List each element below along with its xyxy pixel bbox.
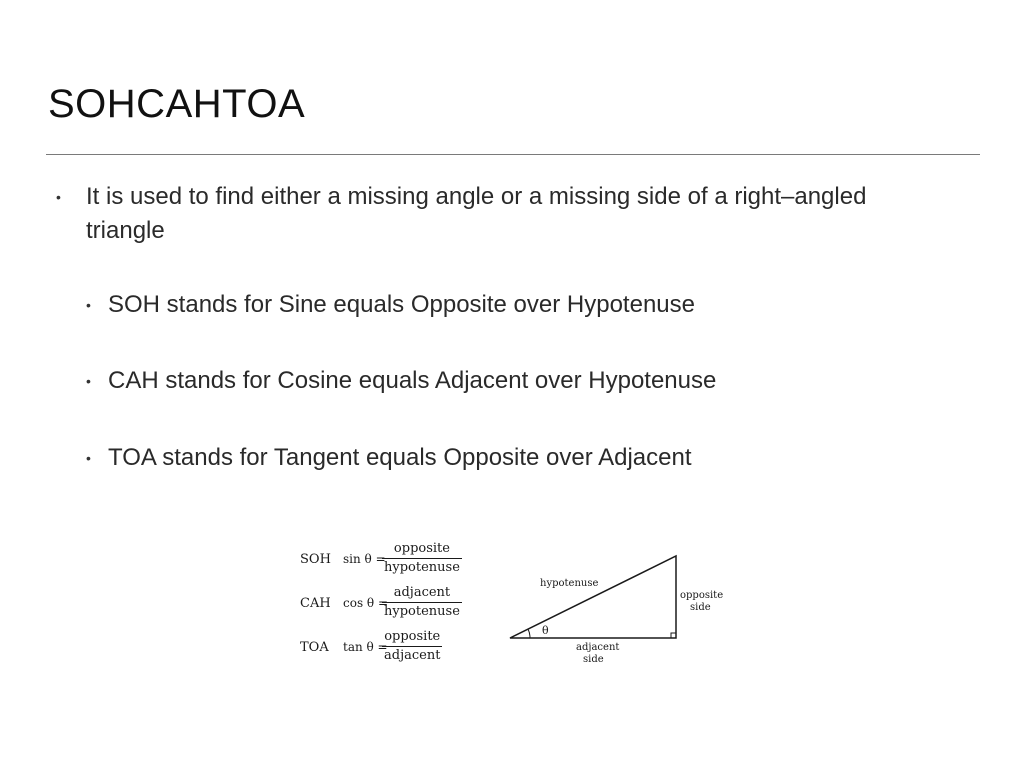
- right-triangle-diagram: [500, 550, 740, 674]
- bullet-dot: •: [86, 297, 91, 313]
- bullet-soh: [86, 288, 928, 322]
- angle-arc: [528, 629, 530, 638]
- formula-function: tan θ =: [343, 640, 388, 654]
- opposite-label-line1: opposite: [680, 590, 724, 601]
- fraction-numerator: opposite: [382, 628, 442, 647]
- opposite-label-line2: side: [690, 602, 711, 613]
- fraction-denominator: adjacent: [384, 648, 441, 663]
- bullet-cah: [86, 364, 928, 398]
- fraction-denominator: hypotenuse: [384, 604, 460, 619]
- title-divider: [46, 154, 980, 155]
- formula-fraction: [382, 628, 442, 665]
- triangle-shape: [510, 556, 676, 638]
- bullet-dot: •: [56, 189, 61, 205]
- formula-row-tangent: [296, 628, 476, 668]
- bullet-soh-text: SOH stands for Sine equals Opposite over Hypotenuse: [108, 291, 695, 318]
- formula-abbr: CAH: [300, 596, 331, 611]
- fraction-numerator: adjacent: [382, 584, 462, 603]
- adjacent-label-line1: adjacent: [576, 642, 620, 653]
- bullet-main: [56, 180, 946, 248]
- formula-abbr: SOH: [300, 552, 331, 567]
- formula-fraction: [382, 584, 462, 621]
- formula-fraction: [382, 540, 462, 577]
- formula-function: sin θ =: [343, 552, 386, 566]
- bullet-main-text: It is used to find either a missing angle or a missing side of a right–angled triangle: [86, 183, 867, 244]
- slide-title: SOHCAHTOA: [48, 82, 306, 126]
- bullet-dot: •: [86, 450, 91, 466]
- formula-row-cosine: [296, 584, 476, 624]
- formula-abbr: TOA: [300, 640, 329, 655]
- bullet-toa: [86, 441, 928, 475]
- bullet-cah-text: CAH stands for Cosine equals Adjacent over Hypotenuse: [108, 367, 717, 394]
- formula-row-sine: [296, 540, 476, 580]
- formula-block: [296, 534, 476, 668]
- bullet-toa-text: TOA stands for Tangent equals Opposite over Adjacent: [108, 444, 692, 471]
- bullet-dot: •: [86, 373, 91, 389]
- fraction-denominator: hypotenuse: [384, 560, 460, 575]
- hypotenuse-label: hypotenuse: [540, 578, 599, 589]
- adjacent-label-line2: side: [583, 654, 604, 665]
- formula-function: cos θ =: [343, 596, 389, 610]
- theta-label: θ: [542, 624, 549, 637]
- triangle-svg: [500, 550, 740, 674]
- fraction-numerator: opposite: [382, 540, 462, 559]
